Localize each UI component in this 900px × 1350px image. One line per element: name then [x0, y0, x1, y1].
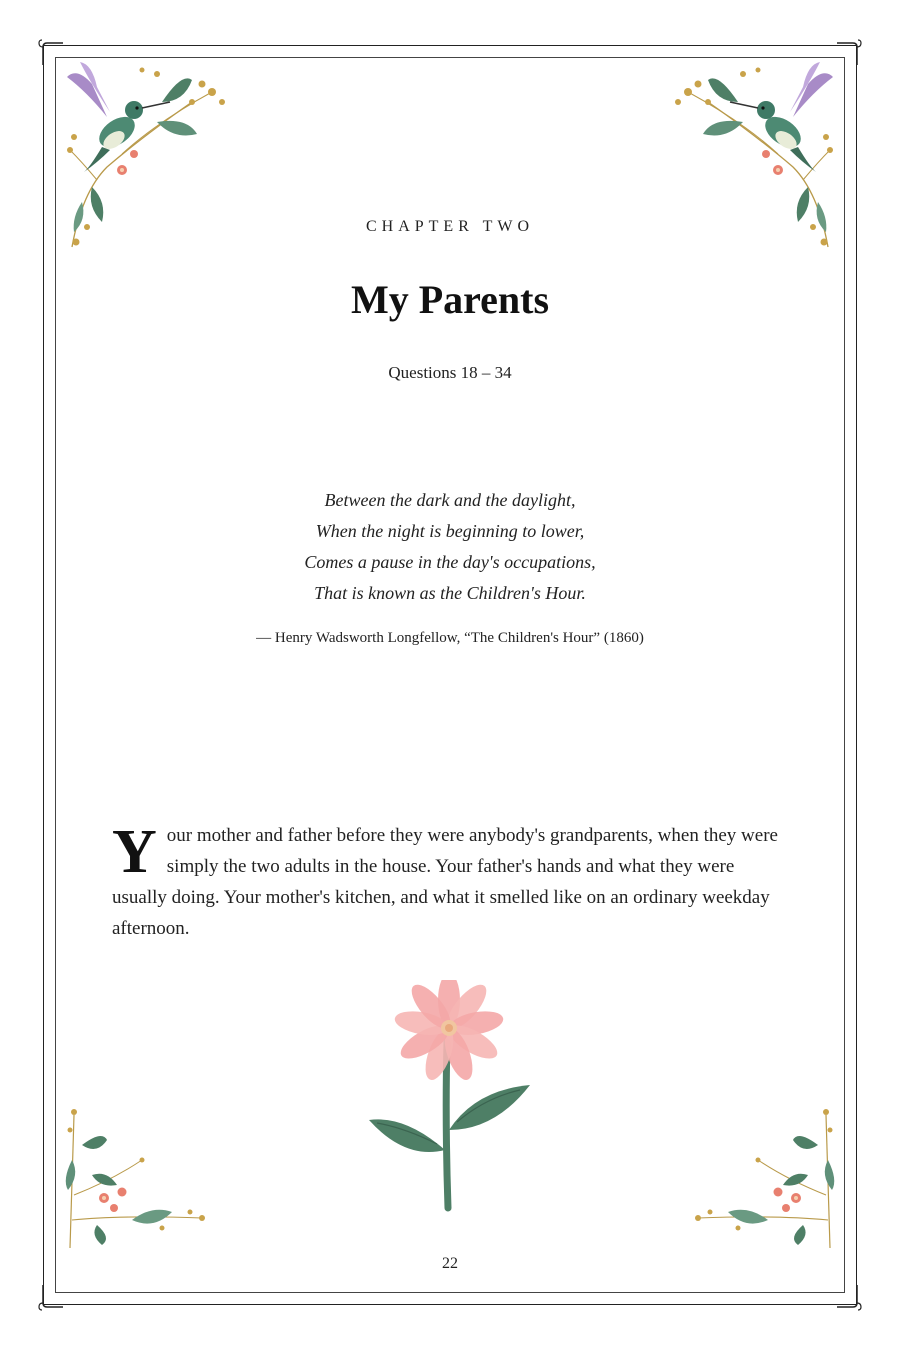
body-paragraph: [112, 820, 792, 944]
corner-curl-top-right: [835, 39, 863, 67]
page-title: My Parents: [350, 277, 550, 322]
body-text: our mother and father before they were anybody's grandparents, when they were simply the two adults in the house. Your father's hands and what they were usually doing. Your mother's kitchen, and what it smelled like on an ordinary weekday afternoon.: [112, 825, 778, 939]
epigraph-attribution: — Henry Wadsworth Longfellow, “The Children's Hour” (1860): [256, 630, 644, 646]
poem-line: Between the dark and the daylight,: [324, 490, 576, 510]
page-number: 22: [442, 1255, 458, 1272]
poem-line: Comes a pause in the day's occupations,: [304, 552, 596, 572]
poem-line: When the night is beginning to lower,: [315, 521, 585, 541]
poem-line: That is known as the Children's Hour.: [314, 583, 586, 603]
corner-curl-bottom-right: [835, 1283, 863, 1311]
floral-sprig-icon: [62, 1100, 212, 1250]
chapter-label: CHAPTER TWO: [365, 218, 535, 235]
corner-curl-top-left: [37, 39, 65, 67]
drop-cap: Y: [112, 818, 157, 886]
epigraph-poem: [0, 485, 900, 609]
pink-flower-icon: [365, 980, 535, 1215]
floral-sprig-icon: [688, 1100, 838, 1250]
page-subtitle: Questions 18 – 34: [388, 363, 512, 382]
corner-curl-bottom-left: [37, 1283, 65, 1311]
